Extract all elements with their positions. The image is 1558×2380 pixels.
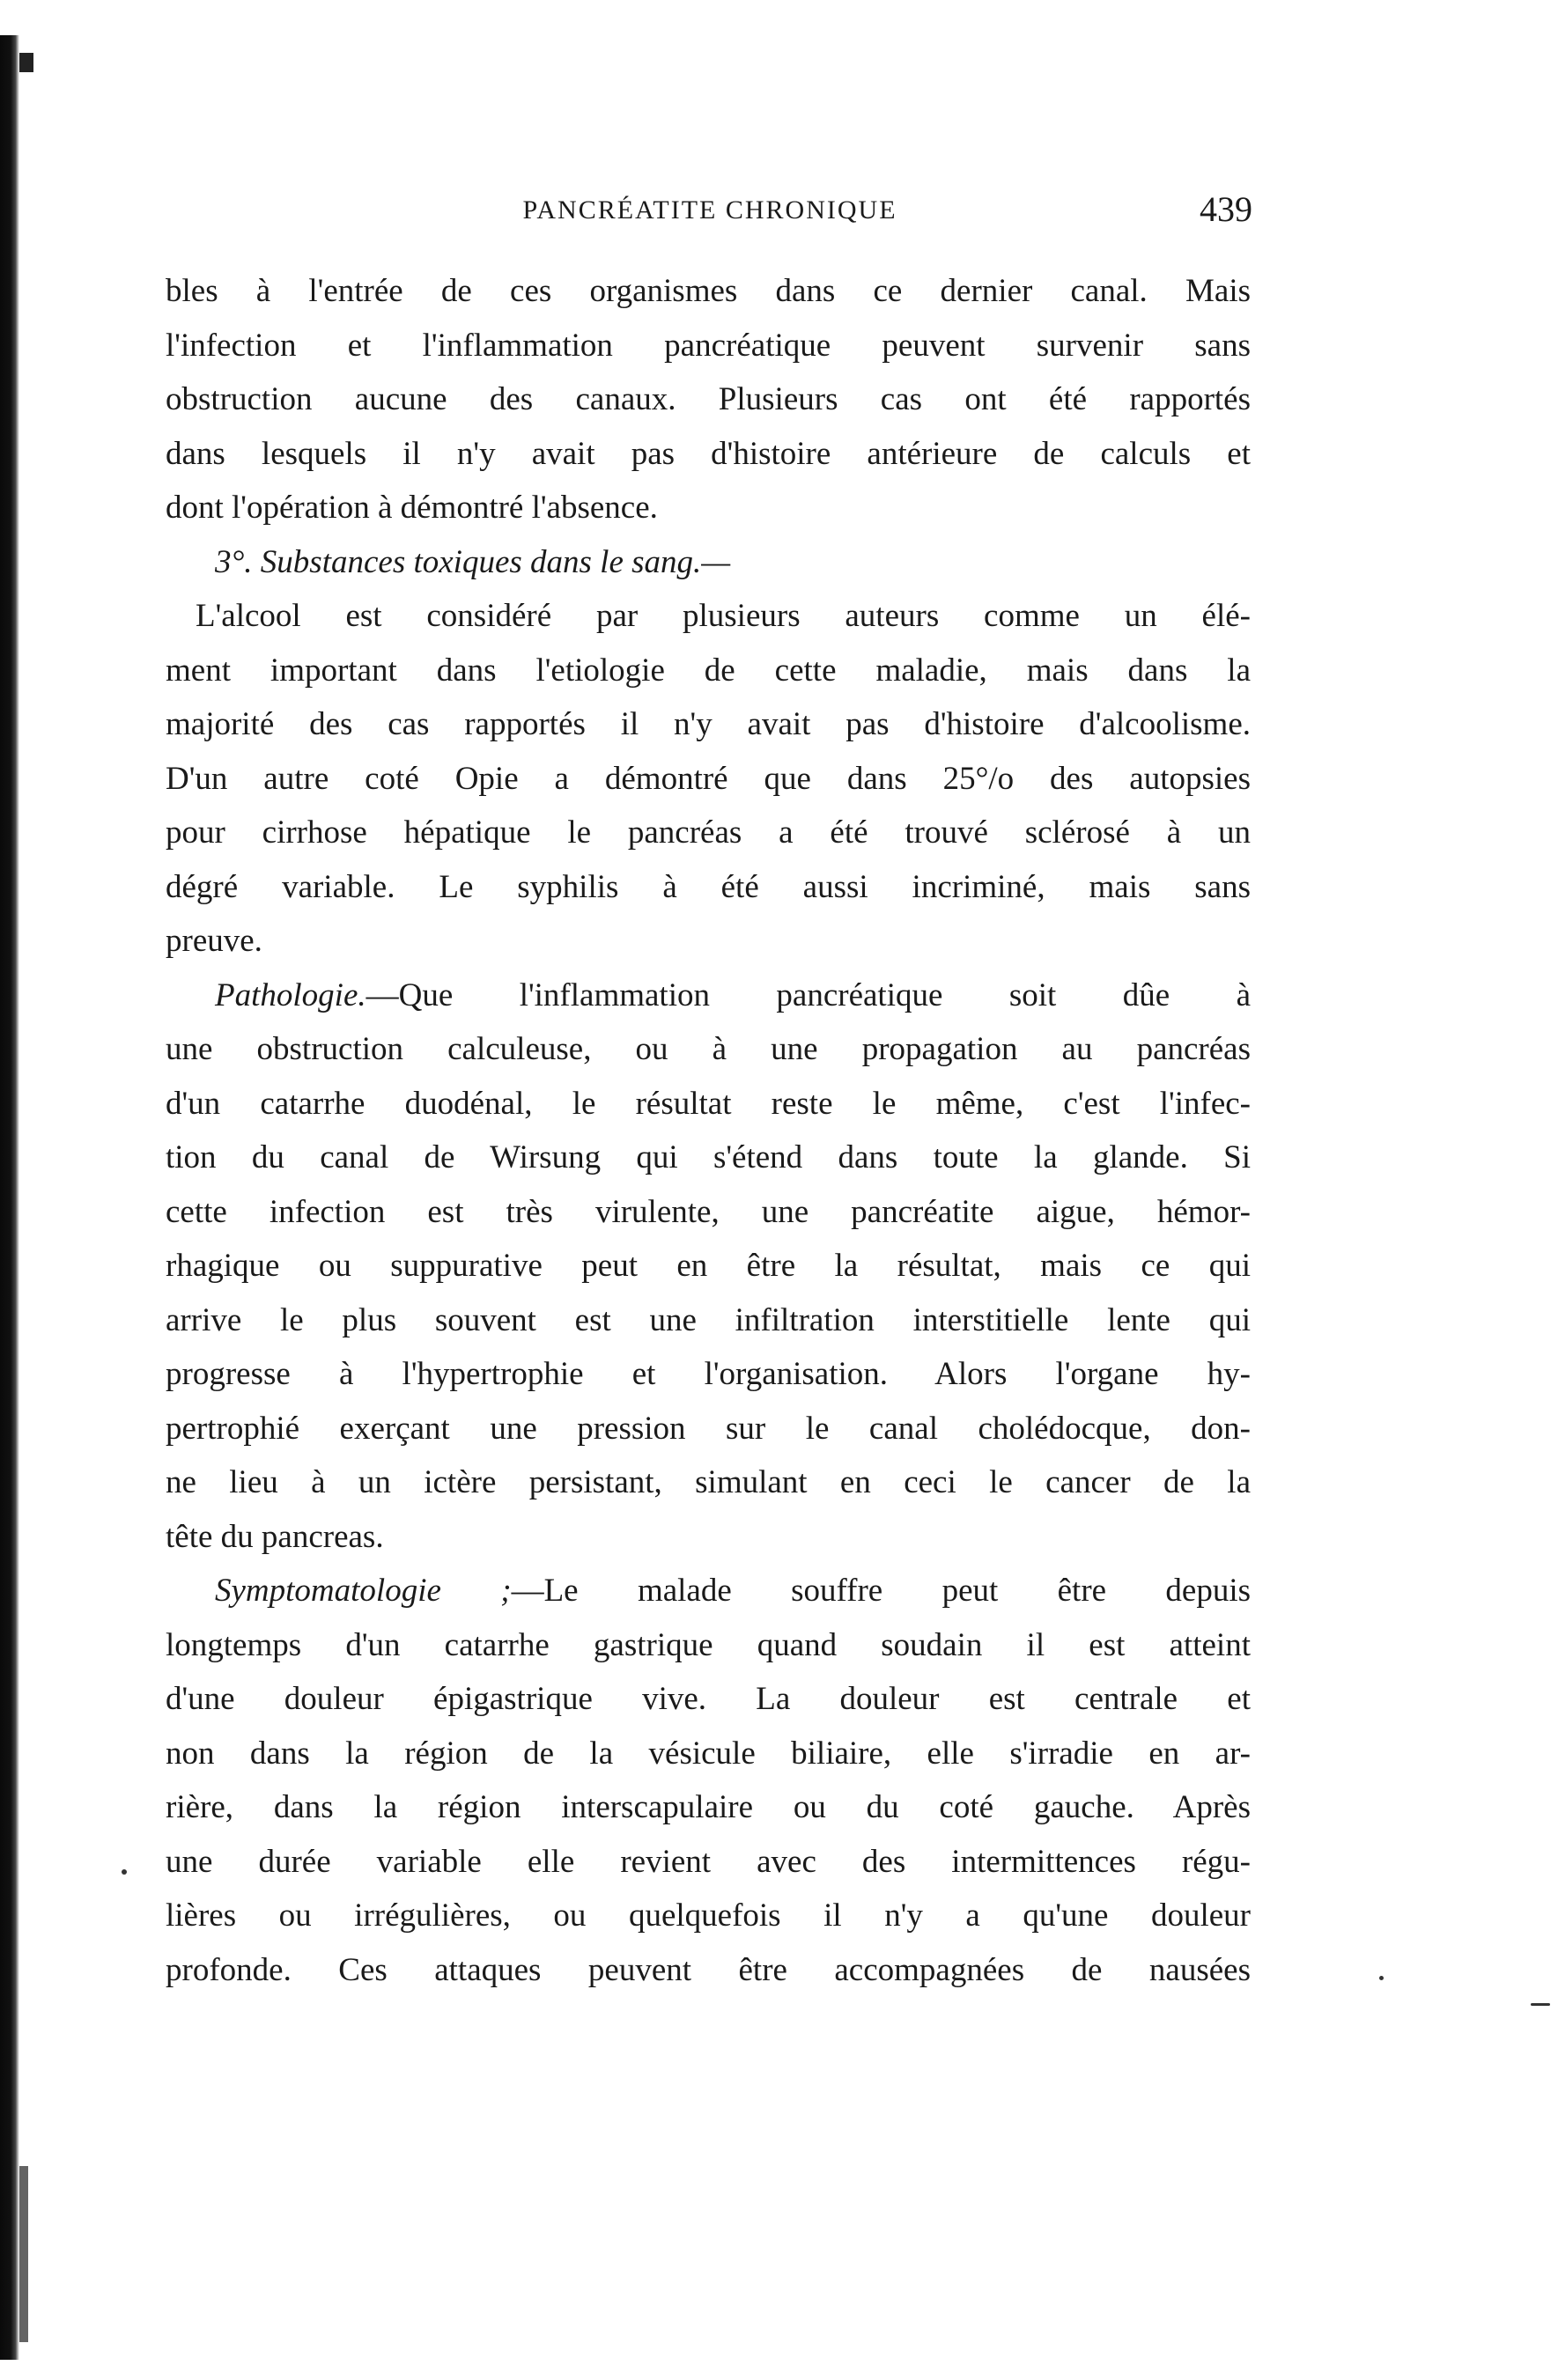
binding-speck	[19, 53, 33, 72]
section-heading: Symptomatologie ;	[215, 1573, 512, 1609]
text-line: dégré variable. Le syphilis à été aussi incriminé, mais sans	[166, 868, 1251, 905]
scan-speck	[1531, 2003, 1550, 2006]
text-line: ne lieu à un ictère persistant, simulant en ceci le cancer de la	[166, 1464, 1251, 1500]
text-line: rière, dans la région interscapulaire ou du coté gauche. Après	[166, 1789, 1251, 1825]
text-line: pour cirrhose hépatique le pancréas a été trouvé sclérosé à un	[166, 814, 1251, 851]
text-line: non dans la région de la vésicule biliaire, elle s'irradie en ar-	[166, 1735, 1251, 1772]
text-line: dont l'opération à démontré l'absence.	[166, 490, 658, 526]
text-line-rest: —Le malade souffre peut être depuis	[511, 1573, 1251, 1609]
text-line: ment important dans l'etiologie de cette maladie, mais dans la	[166, 652, 1251, 689]
text-line: d'une douleur épigastrique vive. La douleur est centrale et	[166, 1681, 1251, 1717]
text-line: une durée variable elle revient avec des intermittences régu-	[166, 1843, 1251, 1880]
text-line: obstruction aucune des canaux. Plusieurs cas ont été rapportés	[166, 381, 1251, 417]
text-line: l'infection et l'inflammation pancréatique peuvent survenir sans	[166, 327, 1251, 364]
text-line: dans lesquels il n'y avait pas d'histoire antérieure de calculs et	[166, 435, 1251, 472]
binding-speck	[19, 2166, 28, 2342]
text-line: pertrophié exerçant une pression sur le canal cholédocque, don-	[166, 1410, 1251, 1447]
section-heading: Pathologie.	[215, 976, 366, 1013]
text-line: progresse à l'hypertrophie et l'organisation. Alors l'organe hy-	[166, 1356, 1251, 1392]
text-line: tête du pancreas.	[166, 1518, 384, 1555]
book-binding-shadow	[0, 35, 19, 2360]
section-heading-line	[166, 535, 1251, 590]
text-line: une obstruction calculeuse, ou à une propagation au pancréas	[166, 1031, 1251, 1067]
text-line: majorité des cas rapportés il n'y avait pas d'histoire d'alcoolisme.	[166, 706, 1251, 742]
text-line: cette infection est très virulente, une pancréatite aigue, hémor-	[166, 1193, 1251, 1230]
scan-speck	[122, 1869, 127, 1875]
text-line: rhagique ou suppurative peut en être la résultat, mais ce qui	[166, 1248, 1251, 1284]
body-text	[166, 264, 1251, 1997]
section-heading-line	[166, 1564, 1251, 1618]
text-line: d'un catarrhe duodénal, le résultat reste le même, c'est l'infec-	[166, 1085, 1251, 1122]
text-line: tion du canal de Wirsung qui s'étend dans toute la glande. Si	[166, 1139, 1251, 1175]
page-header	[167, 189, 1252, 239]
section-heading-line	[166, 969, 1251, 1023]
text-line: D'un autre coté Opie a démontré que dans 25°/o des autopsies	[166, 760, 1251, 797]
text-line: lières ou irrégulières, ou quelquefois il n'y a qu'une douleur	[166, 1897, 1251, 1934]
text-line: L'alcool est considéré par plusieurs auteurs comme un élé-	[196, 598, 1251, 634]
text-line: arrive le plus souvent est une infiltration interstitielle lente qui	[166, 1301, 1251, 1338]
text-line: longtemps d'un catarrhe gastrique quand soudain il est atteint	[166, 1626, 1251, 1663]
text-line: bles à l'entrée de ces organismes dans ce dernier canal. Mais	[166, 273, 1251, 309]
section-heading: 3°. Substances toxiques dans le sang.—	[215, 543, 731, 580]
running-title: PANCRÉATITE CHRONIQUE	[522, 195, 897, 225]
page-number: 439	[1200, 189, 1252, 229]
text-line: profonde. Ces attaques peuvent être accompagnées de nausées	[166, 1951, 1251, 1988]
text-line-rest: —Que l'inflammation pancréatique soit dûe à	[366, 976, 1251, 1013]
text-line: preuve.	[166, 923, 262, 959]
scan-speck	[1379, 1976, 1384, 1980]
